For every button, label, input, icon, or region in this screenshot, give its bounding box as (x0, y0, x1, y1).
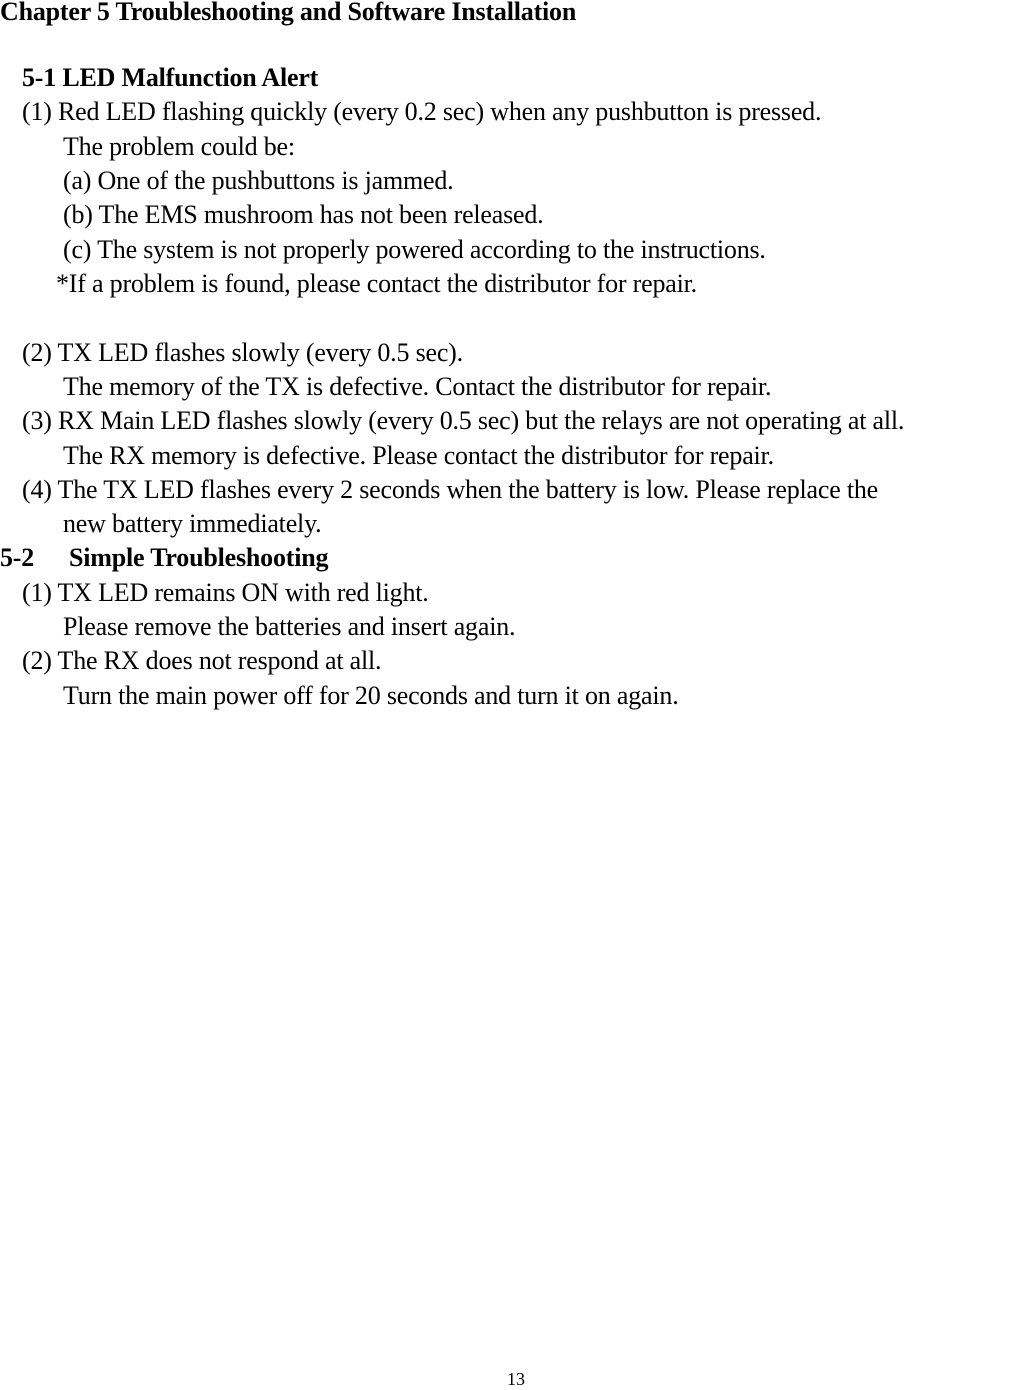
item-2-text: (2) TX LED flashes slowly (every 0.5 sec). (22, 338, 463, 367)
item-1-cause-a: (a) One of the pushbuttons is jammed. (63, 166, 454, 195)
item-1-text: (1) Red LED flashing quickly (every 0.2 sec) when any pushbutton is pressed. (22, 97, 822, 126)
troubleshoot-2-detail: Turn the main power off for 20 seconds and turn it on again. (63, 681, 679, 710)
troubleshoot-1-text: (1) TX LED remains ON with red light. (22, 578, 429, 607)
item-1-note: *If a problem is found, please contact the distributor for repair. (56, 269, 697, 298)
item-1-cause-b: (b) The EMS mushroom has not been released. (63, 200, 544, 229)
section-5-2-title: Simple Troubleshooting (69, 543, 329, 572)
item-4-detail: new battery immediately. (63, 509, 322, 538)
item-4-text: (4) The TX LED flashes every 2 seconds when the battery is low. Please replace the (22, 475, 878, 504)
item-1-lead: The problem could be: (63, 132, 295, 161)
section-5-1-heading: 5-1 LED Malfunction Alert (22, 63, 319, 92)
page-number: 13 (507, 1369, 525, 1389)
troubleshoot-1-detail: Please remove the batteries and insert again. (63, 612, 516, 641)
item-2-detail: The memory of the TX is defective. Contact the distributor for repair. (63, 372, 772, 401)
item-3-detail: The RX memory is defective. Please contact the distributor for repair. (63, 441, 774, 470)
item-3-text: (3) RX Main LED flashes slowly (every 0.5 sec) but the relays are not operating at all. (22, 406, 905, 435)
troubleshoot-2-text: (2) The RX does not respond at all. (22, 646, 382, 675)
item-1-cause-c: (c) The system is not properly powered according to the instructions. (63, 235, 766, 264)
chapter-title: Chapter 5 Troubleshooting and Software Installation (0, 0, 577, 26)
section-5-2-number: 5-2 (0, 543, 35, 572)
